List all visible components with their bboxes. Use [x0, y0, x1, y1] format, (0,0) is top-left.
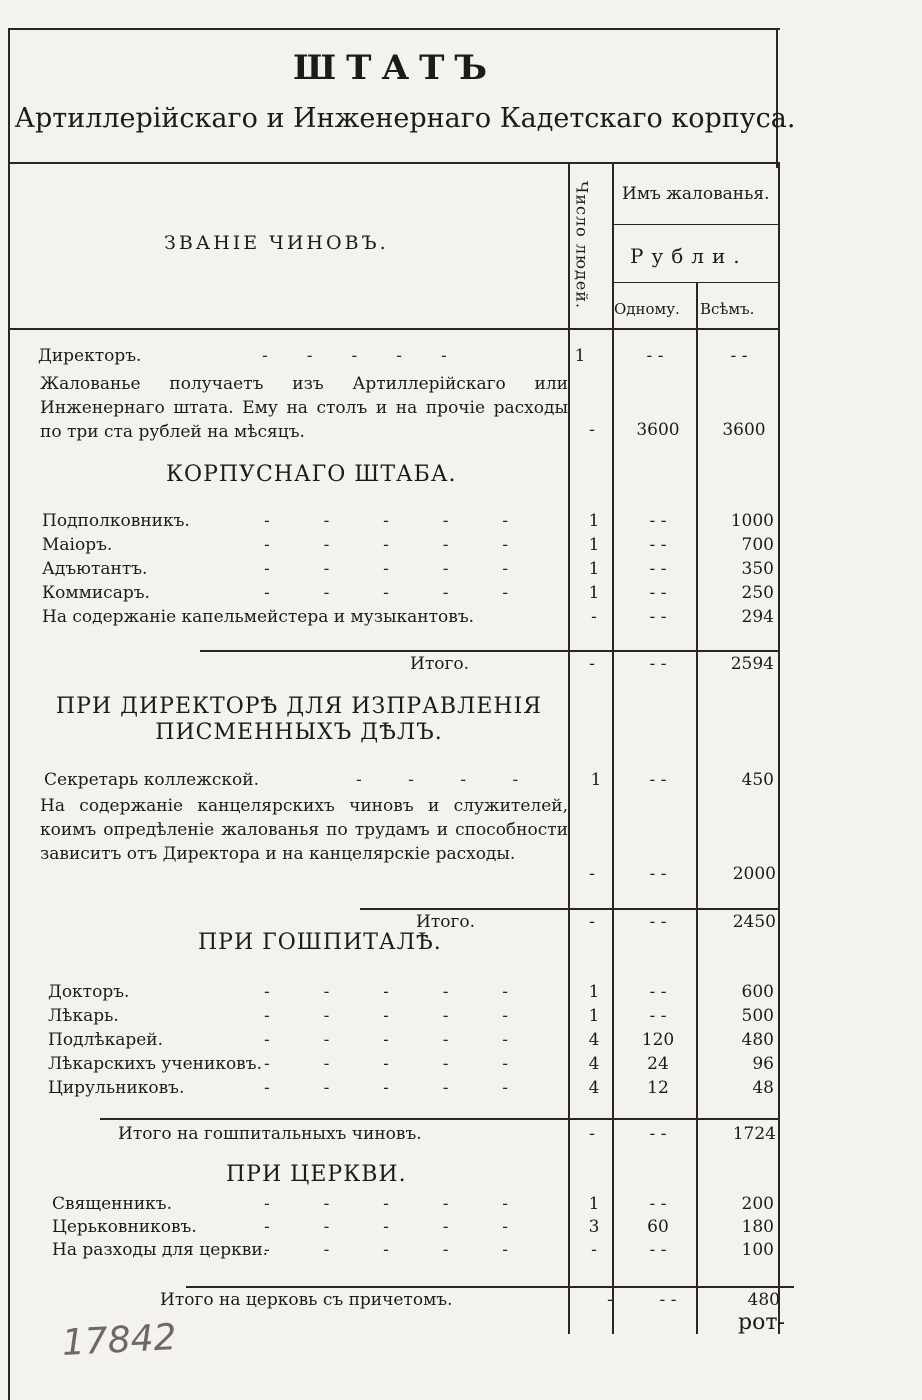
cell-one: - - [649, 1194, 667, 1214]
section-heading-director-office: ПРИ ДИРЕКТОРѢ ДЛЯ ИЗПРАВЛЕНІЯ ПИСМЕННЫХЪ ДѢЛЪ. [55, 694, 543, 745]
cell-one: - - [649, 559, 667, 579]
row-label: Маіоръ. [42, 535, 113, 555]
page-border-top [8, 28, 780, 30]
header-rule-salary [614, 224, 778, 225]
cell-all: 100 [741, 1240, 774, 1260]
leader-dots: - - - - - [264, 982, 511, 1002]
header-rank: ЗВАНІЕ ЧИНОВЪ. [164, 232, 389, 254]
page-border-left [8, 28, 10, 1400]
cell-all: - - [730, 346, 748, 366]
row-label: Коммисаръ. [42, 583, 150, 603]
cell-people: 1 [588, 982, 600, 1002]
cell-one: - - [649, 982, 667, 1002]
header-rubles: Рубли. [630, 244, 748, 268]
leader-dots: - - - - - [264, 535, 511, 555]
cell-all: 96 [752, 1054, 774, 1074]
column-divider-right [778, 164, 780, 1334]
cell-all: 500 [741, 1006, 774, 1026]
row-label-secretary: Секретарь коллежской. [44, 770, 259, 790]
cell-people: - [589, 1124, 595, 1144]
cell-all: 3600 [722, 420, 766, 440]
header-one: Одному. [614, 300, 680, 318]
cell-all: 600 [741, 982, 774, 1002]
leader-dots: - - - - - [264, 1054, 511, 1074]
section-heading-hospital: ПРИ ГОШПИТАЛѢ. [198, 930, 442, 955]
cell-one: - - [646, 346, 664, 366]
cell-people: 4 [588, 1054, 600, 1074]
cell-all: 480 [741, 1030, 774, 1050]
cell-one: - - [649, 912, 667, 932]
cell-all: 700 [741, 535, 774, 555]
section-heading-church: ПРИ ЦЕРКВИ. [226, 1162, 407, 1187]
cell-one: 120 [641, 1030, 675, 1050]
cell-all: 1000 [730, 511, 774, 531]
cell-people: - [591, 607, 597, 627]
leader-dots: - - - - [356, 770, 521, 790]
cell-all: 350 [741, 559, 774, 579]
row-label-director: Директоръ. [38, 346, 142, 366]
cell-all: 450 [741, 770, 774, 790]
cell-all: 480 [747, 1290, 780, 1310]
cell-people: 4 [588, 1030, 600, 1050]
leader-dots: - - - - - [264, 1217, 511, 1237]
total-rule [186, 1286, 794, 1288]
column-divider-rank [568, 164, 570, 1334]
cell-all: 1724 [732, 1124, 776, 1144]
cell-all: 200 [741, 1194, 774, 1214]
row-label: Лѣкарскихъ учениковъ. [48, 1054, 262, 1074]
cell-all: 2450 [732, 912, 776, 932]
total-label-office: Итого. [416, 912, 476, 932]
total-rule [200, 650, 778, 652]
cell-people: 4 [588, 1078, 600, 1098]
cell-people: - [607, 1290, 613, 1310]
cell-one: - - [649, 583, 667, 603]
cell-people: - [589, 654, 595, 674]
row-label: Докторъ. [48, 982, 130, 1002]
cell-people: - [589, 864, 595, 884]
cell-one: - - [649, 607, 667, 627]
cell-one: - - [649, 1240, 667, 1260]
cell-people: 1 [588, 559, 600, 579]
office-paragraph: На содержаніе канцелярскихъ чиновъ и служителей, коимъ опредѣленіе жалованья по трудамъ и способности зависитъ отъ Директора и на канцелярскіе расходы. [40, 796, 568, 864]
row-label: Адъютантъ. [42, 559, 148, 579]
header-people: Число людей. [572, 180, 592, 310]
total-label-church: Итого на церковь съ причетомъ. [160, 1290, 453, 1310]
cell-one: 60 [647, 1217, 669, 1237]
row-label: Цирульниковъ. [48, 1078, 185, 1098]
catchword: рот- [738, 1310, 785, 1335]
cell-one: - - [649, 511, 667, 531]
total-rule [360, 908, 778, 910]
director-paragraph: Жалованье получаетъ изъ Артиллерійскаго или Инженернаго штата. Ему на столъ и на прочіе расходы по три ста рублей на мѣсяцъ. [40, 374, 568, 442]
cell-all: 48 [752, 1078, 774, 1098]
leader-dots: - - - - - [264, 1006, 511, 1026]
header-all: Всѣмъ. [700, 300, 755, 318]
leader-dots: - - - - - [264, 559, 511, 579]
column-divider-people [612, 164, 614, 1334]
cell-all: 2000 [732, 864, 776, 884]
header-rule-bottom [10, 328, 780, 330]
cell-one: - - [649, 654, 667, 674]
cell-people: - [589, 420, 595, 440]
cell-people: 1 [590, 770, 602, 790]
document-title: ШТАТЪ [293, 48, 497, 88]
leader-dots: - - - - - [264, 1078, 511, 1098]
cell-one: - - [659, 1290, 677, 1310]
cell-one: - - [649, 535, 667, 555]
column-divider-one [696, 282, 698, 1334]
cell-one: - - [649, 864, 667, 884]
total-rule [100, 1118, 778, 1120]
cell-people: 1 [588, 583, 600, 603]
row-label: Церьковниковъ. [52, 1217, 197, 1237]
cell-all: 294 [741, 607, 774, 627]
cell-people: 1 [588, 511, 600, 531]
row-label: На разходы для церкви. [52, 1240, 269, 1260]
leader-dots: - - - - - [264, 1240, 511, 1260]
handwritten-number: 17842 [61, 1317, 178, 1364]
cell-one: 24 [647, 1054, 669, 1074]
leader-dots: - - - - - [264, 1030, 511, 1050]
cell-all: 250 [741, 583, 774, 603]
cell-people: 3 [588, 1217, 600, 1237]
row-label: Подполковникъ. [42, 511, 190, 531]
leader-dots: - - - - - [264, 583, 511, 603]
cell-one: - - [649, 1124, 667, 1144]
total-label-hospital: Итого на гошпитальныхъ чиновъ. [118, 1124, 422, 1144]
cell-all: 180 [741, 1217, 774, 1237]
leader-dots: - - - - - [262, 346, 449, 366]
cell-people: - [589, 912, 595, 932]
row-label: Священникъ. [52, 1194, 173, 1214]
row-label: На содержаніе капельмейстера и музыкантовъ. [42, 607, 475, 627]
document-subtitle: Артиллерійскаго и Инженернаго Кадетскаго корпуса. [14, 103, 796, 134]
leader-dots: - - - - - [264, 1194, 511, 1214]
section-heading-corps-staff: КОРПУСНАГО ШТАБА. [166, 462, 457, 487]
cell-one: 12 [647, 1078, 669, 1098]
leader-dots: - - - - - [264, 511, 511, 531]
cell-people: 1 [588, 1006, 600, 1026]
cell-all: 2594 [730, 654, 774, 674]
total-label-corps: Итого. [410, 654, 470, 674]
cell-people: 1 [588, 1194, 600, 1214]
cell-one: - - [649, 770, 667, 790]
row-label: Подлѣкарей. [48, 1030, 164, 1050]
cell-people: 1 [574, 346, 586, 366]
cell-one: 3600 [636, 420, 680, 440]
cell-one: - - [649, 1006, 667, 1026]
header-salary: Имъ жалованья. [622, 184, 770, 204]
header-rule-top [10, 162, 780, 164]
cell-people: 1 [588, 535, 600, 555]
row-label: Лѣкарь. [48, 1006, 119, 1026]
cell-people: - [591, 1240, 597, 1260]
